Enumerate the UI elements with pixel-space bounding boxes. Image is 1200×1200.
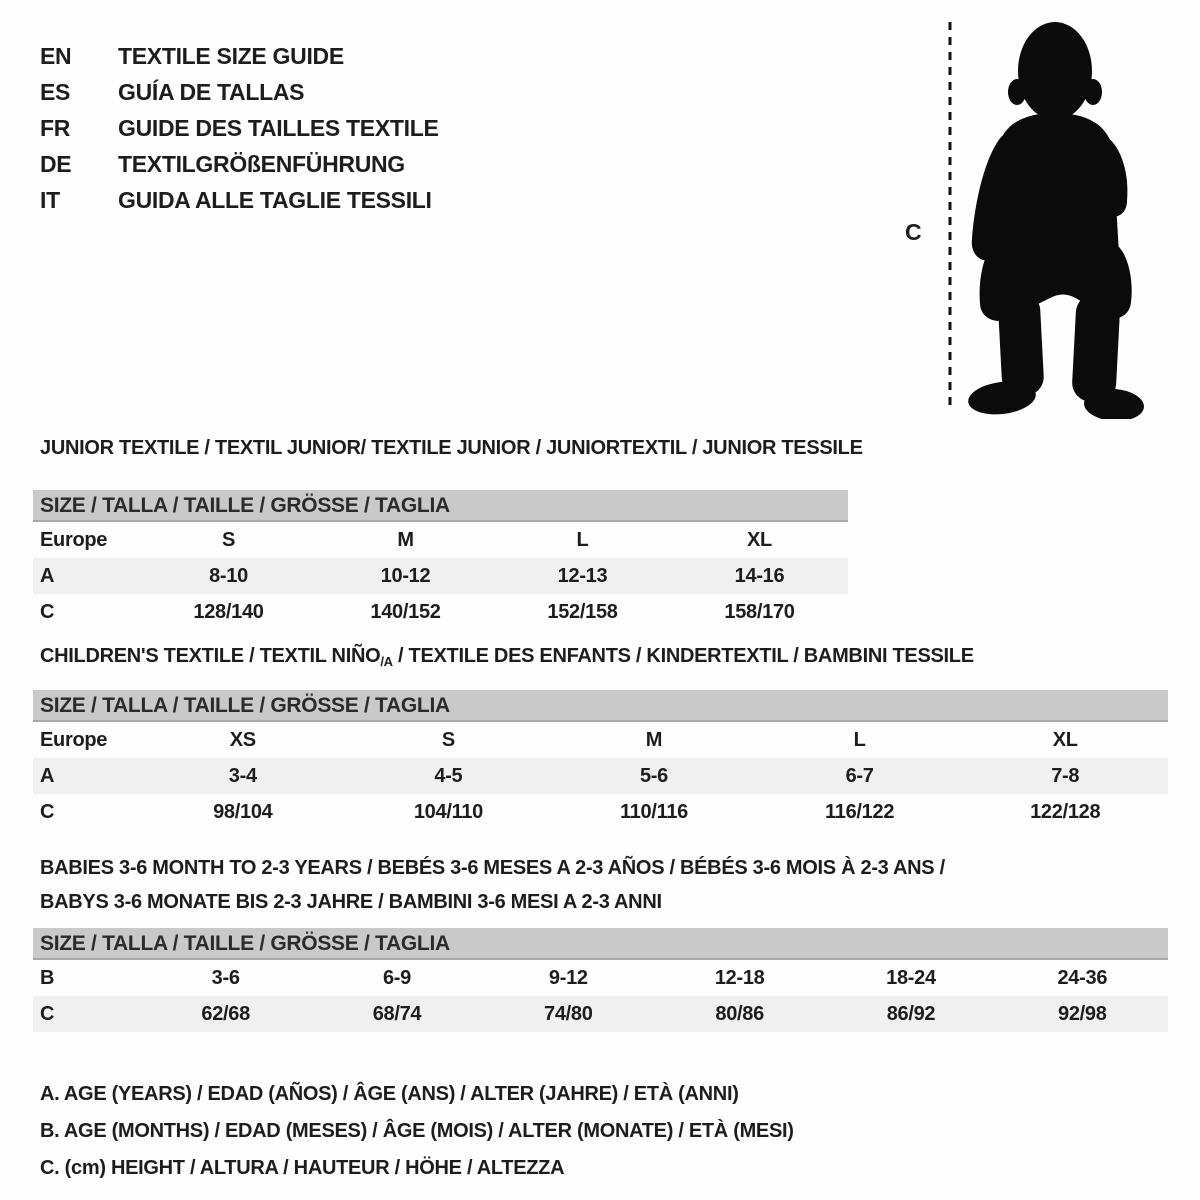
heading-subscript: /A [380,654,393,669]
note-height-cm: C. (cm) HEIGHT / ALTURA / HAUTEUR / HÖHE / ALTEZZA [40,1157,565,1179]
table-cell: XL [1052,729,1078,751]
table-row [33,722,1168,758]
table-cell: S [221,529,236,551]
table-cell: 122/128 [1030,801,1101,823]
language-code: FR [40,115,71,141]
table-cell: 74/80 [544,1003,593,1025]
size-header-label: SIZE / TALLA / TAILLE / GRÖSSE / TAGLIA [40,694,450,717]
language-row-es [40,74,439,110]
children-section-heading [40,645,974,668]
row-label: A [40,765,55,787]
language-row-en [40,38,439,74]
table-cell: M [645,729,663,751]
table-cell: 3-4 [228,765,257,787]
guide-title: TEXTILE SIZE GUIDE [118,43,344,69]
table-row [33,522,848,558]
table-cell: 152/158 [547,601,618,623]
children-size-table [33,690,1168,830]
heading-text: CHILDREN'S TEXTILE / TEXTIL NIÑO [40,645,381,667]
table-cell: 6-7 [845,765,874,787]
junior-size-table [33,490,848,630]
babies-section-heading [40,851,945,919]
table-cell: 12-18 [714,967,765,989]
language-code: ES [40,79,71,105]
table-cell: 116/122 [825,801,895,823]
size-header-label: SIZE / TALLA / TAILLE / GRÖSSE / TAGLIA [40,494,450,517]
size-header-label: SIZE / TALLA / TAILLE / GRÖSSE / TAGLIA [40,932,450,955]
table-cell: 3-6 [211,967,240,989]
heading-line-2: BABYS 3-6 MONATE BIS 2-3 JAHRE / BAMBINI 3-6 MESI A 2-3 ANNI [40,891,662,913]
junior-section-heading: JUNIOR TEXTILE / TEXTIL JUNIOR/ TEXTILE JUNIOR / JUNIORTEXTIL / JUNIOR TESSILE [40,437,863,459]
table-row [33,558,848,594]
table-row [33,594,848,630]
table-cell: 24-36 [1057,967,1108,989]
table-row [33,794,1168,830]
row-label: A [40,565,55,587]
table-cell: 5-6 [639,765,668,787]
table-cell: 10-12 [380,565,431,587]
table-cell: 7-8 [1051,765,1080,787]
language-code: IT [40,187,60,213]
table-cell: 12-13 [557,565,608,587]
table-row [33,758,1168,794]
table-cell: 9-12 [548,967,588,989]
table-cell: S [441,729,455,751]
language-title-list [40,38,439,218]
table-row [33,996,1168,1032]
height-measure-label: C [905,219,922,245]
language-code: DE [40,151,72,177]
legend-notes [40,1076,794,1187]
table-cell: M [397,529,414,551]
heading-text: / TEXTILE DES ENFANTS / KINDERTEXTIL / BAMBINI TESSILE [392,645,974,667]
table-cell: 4-5 [434,765,463,787]
table-cell: XS [229,729,256,751]
table-cell: 110/116 [619,801,688,823]
row-label: C [40,601,55,623]
babies-size-table [33,928,1168,1032]
toddler-silhouette [966,22,1145,419]
table-cell: 128/140 [193,601,264,623]
guide-title: GUIDE DES TAILLES TEXTILE [118,115,439,141]
table-cell: L [853,729,866,751]
language-row-it [40,182,439,218]
size-header-bar [33,690,1168,722]
toddler-silhouette-figure [930,14,1145,419]
guide-title: TEXTILGRÖßENFÜHRUNG [118,151,405,177]
table-cell: 18-24 [886,967,936,989]
table-cell: XL [747,529,772,551]
language-row-fr [40,110,439,146]
table-cell: 86/92 [886,1003,936,1025]
row-label: Europe [40,529,108,551]
heading-line-1: BABIES 3-6 MONTH TO 2-3 YEARS / BEBÉS 3-6 MESES A 2-3 AÑOS / BÉBÉS 3-6 MOIS À 2-3 ANS / [40,857,945,879]
size-header-bar [33,490,848,522]
row-label: B [40,967,55,989]
language-row-de [40,146,439,182]
table-cell: 68/74 [372,1003,422,1025]
table-cell: 62/68 [201,1003,250,1025]
row-label: C [40,801,55,823]
row-label: Europe [40,729,108,751]
table-cell: 98/104 [213,801,273,823]
table-row [33,960,1168,996]
table-cell: 158/170 [724,601,795,623]
table-cell: 92/98 [1058,1003,1107,1025]
guide-title: GUIDA ALLE TAGLIE TESSILI [118,187,432,213]
table-cell: 140/152 [370,601,441,623]
guide-title: GUÍA DE TALLAS [118,79,305,105]
table-cell: L [576,529,589,551]
table-cell: 104/110 [413,801,483,823]
size-header-bar [33,928,1168,960]
language-code: EN [40,43,72,69]
note-age-years: A. AGE (YEARS) / EDAD (AÑOS) / ÂGE (ANS) / ALTER (JAHRE) / ETÀ (ANNI) [40,1083,739,1105]
table-cell: 14-16 [734,565,785,587]
table-cell: 6-9 [382,967,411,989]
note-age-months: B. AGE (MONTHS) / EDAD (MESES) / ÂGE (MOIS) / ALTER (MONATE) / ETÀ (MESI) [40,1120,794,1142]
table-cell: 80/86 [715,1003,764,1025]
table-cell: 8-10 [209,565,248,587]
row-label: C [40,1003,55,1025]
